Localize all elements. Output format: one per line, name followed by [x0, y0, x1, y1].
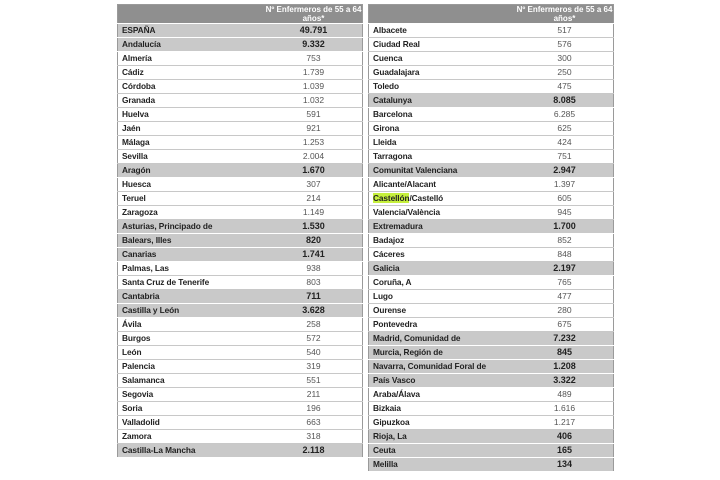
region-name: Zaragoza — [118, 206, 266, 220]
region-name-rest: /Castelló — [409, 193, 444, 203]
nurse-count: 211 — [265, 388, 363, 402]
table-row — [118, 150, 363, 164]
table-row — [369, 24, 614, 38]
table-row — [369, 108, 614, 122]
region-name: Balears, Illes — [118, 234, 266, 248]
region-name: Huesca — [118, 178, 266, 192]
nurse-count: 250 — [516, 66, 614, 80]
region-name: Castilla y León — [118, 304, 266, 318]
region-name: Albacete — [369, 24, 517, 38]
nurse-count: 591 — [265, 108, 363, 122]
region-name: Galicia — [369, 262, 517, 276]
region-name: Lleida — [369, 136, 517, 150]
table-row — [118, 122, 363, 136]
region-name: Palmas, Las — [118, 262, 266, 276]
table-row — [118, 276, 363, 290]
table-row — [118, 332, 363, 346]
table-row — [118, 416, 363, 430]
nurse-count: 751 — [516, 150, 614, 164]
nurse-count: 675 — [516, 318, 614, 332]
region-name: Huelva — [118, 108, 266, 122]
right-table — [368, 4, 614, 472]
table-row — [369, 206, 614, 220]
region-name: Lugo — [369, 290, 517, 304]
right-table-body — [369, 24, 614, 472]
table-row — [369, 38, 614, 52]
nurse-count: 1.208 — [516, 360, 614, 374]
nurse-count: 2.197 — [516, 262, 614, 276]
nurse-count: 625 — [516, 122, 614, 136]
nurse-count: 605 — [516, 192, 614, 206]
table-row — [118, 388, 363, 402]
region-name: Rioja, La — [369, 430, 517, 444]
table-row — [118, 24, 363, 38]
region-name: Navarra, Comunidad Foral de — [369, 360, 517, 374]
region-name: Extremadura — [369, 220, 517, 234]
table-row — [118, 94, 363, 108]
table-row — [369, 262, 614, 276]
nurse-count: 938 — [265, 262, 363, 276]
table-row — [118, 444, 363, 458]
table-row — [369, 388, 614, 402]
region-name: Granada — [118, 94, 266, 108]
region-name: Ciudad Real — [369, 38, 517, 52]
nurse-count: 1.741 — [265, 248, 363, 262]
table-row — [369, 80, 614, 94]
nurse-count: 820 — [265, 234, 363, 248]
table-row — [118, 192, 363, 206]
table-row — [118, 360, 363, 374]
nurse-count: 572 — [265, 332, 363, 346]
nurse-count: 711 — [265, 290, 363, 304]
left-table-panel — [117, 4, 363, 458]
table-row — [118, 290, 363, 304]
region-name: Guadalajara — [369, 66, 517, 80]
region-name: Santa Cruz de Tenerife — [118, 276, 266, 290]
region-name: Valencia/València — [369, 206, 517, 220]
nurse-count: 477 — [516, 290, 614, 304]
table-row — [118, 164, 363, 178]
nurse-count: 753 — [265, 52, 363, 66]
table-row — [118, 318, 363, 332]
region-name: Asturias, Principado de — [118, 220, 266, 234]
region-name: Coruña, A — [369, 276, 517, 290]
nurse-count: 803 — [265, 276, 363, 290]
nurse-count: 1.032 — [265, 94, 363, 108]
table-row — [118, 38, 363, 52]
region-name: Palencia — [118, 360, 266, 374]
table-row — [369, 192, 614, 206]
region-name: Teruel — [118, 192, 266, 206]
table-row — [369, 136, 614, 150]
region-name: Alicante/Alacant — [369, 178, 517, 192]
region-name: Canarias — [118, 248, 266, 262]
table-row — [118, 248, 363, 262]
nurse-count: 1.039 — [265, 80, 363, 94]
region-name: Tarragona — [369, 150, 517, 164]
nurse-count: 49.791 — [265, 24, 363, 38]
region-name: Melilla — [369, 458, 517, 472]
table-row — [118, 52, 363, 66]
nurse-count: 8.085 — [516, 94, 614, 108]
region-name: León — [118, 346, 266, 360]
region-name: Murcia, Región de — [369, 346, 517, 360]
nurse-count: 406 — [516, 430, 614, 444]
table-row — [118, 234, 363, 248]
nurse-count: 134 — [516, 458, 614, 472]
table-row — [369, 248, 614, 262]
region-name: Burgos — [118, 332, 266, 346]
nurse-count: 9.332 — [265, 38, 363, 52]
nurse-count: 852 — [516, 234, 614, 248]
table-row — [369, 276, 614, 290]
table-row — [118, 206, 363, 220]
nurse-count: 196 — [265, 402, 363, 416]
region-name: Soria — [118, 402, 266, 416]
region-name: ESPAÑA — [118, 24, 266, 38]
nurse-count: 307 — [265, 178, 363, 192]
region-name: Jaén — [118, 122, 266, 136]
nurse-count: 845 — [516, 346, 614, 360]
table-row — [369, 94, 614, 108]
table-row — [369, 304, 614, 318]
table-row — [369, 360, 614, 374]
table-row — [118, 430, 363, 444]
highlighted-text: Castellón — [373, 193, 410, 203]
nurse-count: 1.397 — [516, 178, 614, 192]
right-header-row — [369, 5, 614, 24]
nurse-count: 214 — [265, 192, 363, 206]
table-row — [369, 430, 614, 444]
table-row — [369, 164, 614, 178]
table-row — [369, 234, 614, 248]
table-row — [369, 178, 614, 192]
region-name: Almería — [118, 52, 266, 66]
table-row — [118, 346, 363, 360]
table-row — [118, 178, 363, 192]
region-name: Aragón — [118, 164, 266, 178]
region-name: Zamora — [118, 430, 266, 444]
table-row — [118, 66, 363, 80]
nurse-count: 2.947 — [516, 164, 614, 178]
left-header-title: Nº Enfermeros de 55 a 64 años* — [265, 5, 362, 23]
region-name: Valladolid — [118, 416, 266, 430]
nurse-count: 663 — [265, 416, 363, 430]
nurse-count: 2.004 — [265, 150, 363, 164]
table-row — [369, 220, 614, 234]
right-header-title: Nº Enfermeros de 55 a 64 años* — [516, 5, 613, 23]
nurse-count: 945 — [516, 206, 614, 220]
region-name: Ávila — [118, 318, 266, 332]
nurse-count: 2.118 — [265, 444, 363, 458]
table-row — [369, 416, 614, 430]
region-name: Ourense — [369, 304, 517, 318]
nurse-count: 1.670 — [265, 164, 363, 178]
table-row — [369, 318, 614, 332]
left-table — [117, 4, 363, 458]
nurse-count: 3.628 — [265, 304, 363, 318]
nurse-count: 300 — [516, 52, 614, 66]
left-header-blank — [118, 5, 266, 24]
region-name: Barcelona — [369, 108, 517, 122]
nurse-count: 1.253 — [265, 136, 363, 150]
region-name: Málaga — [118, 136, 266, 150]
nurse-count: 6.285 — [516, 108, 614, 122]
nurse-count: 576 — [516, 38, 614, 52]
region-name: Córdoba — [118, 80, 266, 94]
left-header-row — [118, 5, 363, 24]
table-row — [369, 290, 614, 304]
region-name: Cáceres — [369, 248, 517, 262]
table-row — [369, 332, 614, 346]
nurse-count: 1.700 — [516, 220, 614, 234]
right-table-panel — [368, 4, 614, 472]
nurse-count: 489 — [516, 388, 614, 402]
region-name: Sevilla — [118, 150, 266, 164]
left-table-body — [118, 24, 363, 458]
region-name: Pontevedra — [369, 318, 517, 332]
nurse-count: 1.530 — [265, 220, 363, 234]
nurse-count: 258 — [265, 318, 363, 332]
table-row — [369, 444, 614, 458]
table-row — [369, 66, 614, 80]
nurse-count: 1.217 — [516, 416, 614, 430]
table-row — [369, 402, 614, 416]
nurse-count: 424 — [516, 136, 614, 150]
region-name: Comunitat Valenciana — [369, 164, 517, 178]
region-name: Toledo — [369, 80, 517, 94]
region-name: Badajoz — [369, 234, 517, 248]
region-name: Castilla-La Mancha — [118, 444, 266, 458]
nurse-count: 1.149 — [265, 206, 363, 220]
region-name: Bizkaia — [369, 402, 517, 416]
region-name: Cuenca — [369, 52, 517, 66]
region-name: Ceuta — [369, 444, 517, 458]
region-name: Araba/Álava — [369, 388, 517, 402]
nurse-count: 3.322 — [516, 374, 614, 388]
table-row — [369, 458, 614, 472]
nurse-count: 318 — [265, 430, 363, 444]
table-row — [118, 374, 363, 388]
region-name: Catalunya — [369, 94, 517, 108]
nurse-count: 7.232 — [516, 332, 614, 346]
table-row — [118, 220, 363, 234]
region-name: Girona — [369, 122, 517, 136]
table-row — [369, 150, 614, 164]
table-row — [118, 80, 363, 94]
region-name: Andalucía — [118, 38, 266, 52]
nurse-count: 165 — [516, 444, 614, 458]
table-row — [369, 122, 614, 136]
nurse-count: 280 — [516, 304, 614, 318]
region-name: Madrid, Comunidad de — [369, 332, 517, 346]
region-name: Cantabria — [118, 290, 266, 304]
region-name: País Vasco — [369, 374, 517, 388]
nurse-count: 848 — [516, 248, 614, 262]
table-row — [369, 52, 614, 66]
nurse-count: 517 — [516, 24, 614, 38]
nurse-count: 1.616 — [516, 402, 614, 416]
nurse-count: 540 — [265, 346, 363, 360]
right-header-blank — [369, 5, 517, 24]
nurse-count: 475 — [516, 80, 614, 94]
region-name — [369, 192, 517, 206]
nurse-count: 1.739 — [265, 66, 363, 80]
table-row — [369, 346, 614, 360]
table-row — [369, 374, 614, 388]
table-row — [118, 304, 363, 318]
nurse-count: 765 — [516, 276, 614, 290]
nurse-count: 319 — [265, 360, 363, 374]
nurse-count: 551 — [265, 374, 363, 388]
table-row — [118, 402, 363, 416]
region-name: Segovia — [118, 388, 266, 402]
table-row — [118, 262, 363, 276]
region-name: Salamanca — [118, 374, 266, 388]
table-row — [118, 108, 363, 122]
region-name: Cádiz — [118, 66, 266, 80]
region-name: Gipuzkoa — [369, 416, 517, 430]
nurse-count: 921 — [265, 122, 363, 136]
table-row — [118, 136, 363, 150]
